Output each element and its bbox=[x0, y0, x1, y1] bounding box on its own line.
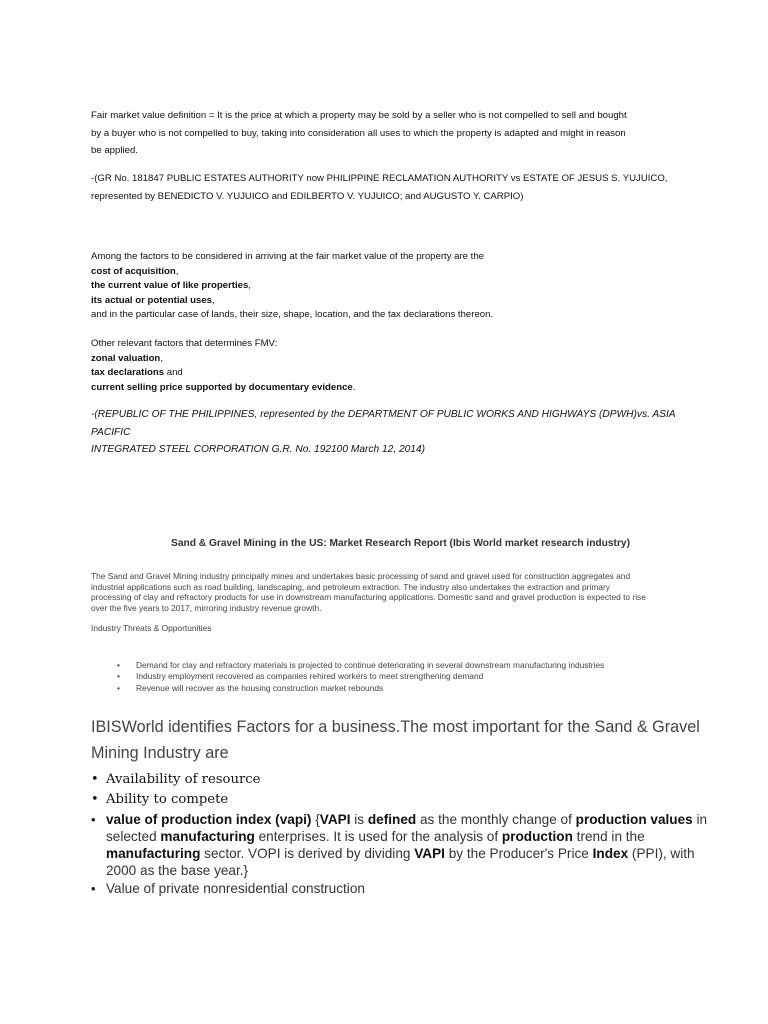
report-title: Sand & Gravel Mining in the US: Market Research Report (Ibis World market research industry) bbox=[171, 538, 630, 549]
text-line: be applied. bbox=[91, 145, 138, 156]
list-item: • Availability of resource bbox=[91, 770, 710, 790]
bullet: • bbox=[91, 792, 99, 807]
factors-paragraph bbox=[91, 250, 710, 323]
fmv-definition bbox=[91, 107, 710, 160]
citation-1 bbox=[91, 170, 710, 205]
factors-closing: and in the particular case of lands, their size, shape, location, and the tax declarations thereon. bbox=[91, 309, 494, 321]
factor-item: the current value of like properties, bbox=[91, 280, 251, 292]
other-factor-item: current selling price supported by documentary evidence. bbox=[91, 381, 356, 393]
threats-heading: Industry Threats & Opportunities bbox=[91, 623, 212, 633]
bullet: • bbox=[91, 812, 96, 827]
other-factors-intro: Other relevant factors that determines FMV: bbox=[91, 338, 278, 349]
bullet: • bbox=[91, 881, 96, 896]
text-line: processing of clay and refractory products for use in downstream manufacturing applications. Domestic sand and gravel production is expected to rise bbox=[91, 592, 646, 603]
text-line: by a buyer who is not compelled to buy, taking into consideration all uses to which the property is adapted and might in reason bbox=[91, 127, 626, 139]
list-item: • Revenue will recover as the housing construction market rebounds bbox=[117, 682, 384, 693]
other-factor-item: zonal valuation, bbox=[91, 352, 163, 364]
list-item: • Ability to compete bbox=[91, 790, 710, 810]
threats-list bbox=[91, 660, 710, 694]
text-line: represented by BENEDICTO V. YUJUICO and EDILBERTO V. YUJUICO; and AUGUSTO Y. CARPIO) bbox=[91, 190, 524, 202]
bullet: • bbox=[117, 682, 120, 693]
citation-2 bbox=[91, 406, 710, 459]
other-factor-item: tax declarations and bbox=[91, 367, 183, 379]
bullet: • bbox=[117, 660, 120, 670]
other-factors-paragraph bbox=[91, 337, 710, 395]
list-item: • value of production index (vapi) {VAPI is defined as the monthly change of production values in selected manufacturing enterprises. It is used for the analysis of production trend in the manufacturing sector. VOPI is derived by dividing VAPI by the Producer's Price Index (PPI), with 2000 as the base year.} bbox=[91, 812, 708, 878]
report-summary bbox=[91, 571, 710, 613]
bullet: • bbox=[91, 772, 99, 787]
list-item: • Demand for clay and refractory materials is projected to continue deteriorating in several downstream manufacturing industries bbox=[117, 660, 605, 670]
text-line: INTEGRATED STEEL CORPORATION G.R. No. 192100 March 12, 2014) bbox=[91, 444, 426, 455]
factors-intro: Among the factors to be considered in arriving at the fair market value of the property are the bbox=[91, 251, 485, 262]
text-line: over the five years to 2017, mirroring industry revenue growth. bbox=[91, 602, 322, 613]
list-item: • Value of private nonresidential construction bbox=[91, 881, 365, 896]
text-line: -(GR No. 181847 PUBLIC ESTATES AUTHORITY now PHILIPPINE RECLAMATION AUTHORITY vs ESTATE OF JESUS S. YUJUICO, bbox=[91, 173, 668, 184]
ibis-intro: IBISWorld identifies Factors for a business.The most important for the Sand & Gravel Mining Industry are bbox=[91, 718, 700, 762]
factor-item: its actual or potential uses, bbox=[91, 294, 215, 306]
text-line: Fair market value definition = It is the price at which a property may be sold by a seller who is not compelled to sell and bought bbox=[91, 110, 627, 121]
text-line: industrial applications such as road building, landscaping, and petroleum extraction. The industry also undertakes the extraction and primary bbox=[91, 581, 610, 592]
bullet: • bbox=[117, 671, 120, 682]
text-line: -(REPUBLIC OF THE PHILIPPINES, represented by the DEPARTMENT OF PUBLIC WORKS AND HIGHWAYS (DPWH)vs. ASIA PACIFIC bbox=[91, 409, 676, 438]
ibis-factors-list bbox=[91, 770, 710, 897]
factor-item: cost of acquisition, bbox=[91, 265, 179, 277]
list-item: • Industry employment recovered as companies rehired workers to meet strengthening demand bbox=[117, 671, 484, 682]
text-line: The Sand and Gravel Mining industry principally mines and undertakes basic processing of sand and gravel used for construction aggregates and bbox=[91, 571, 631, 581]
